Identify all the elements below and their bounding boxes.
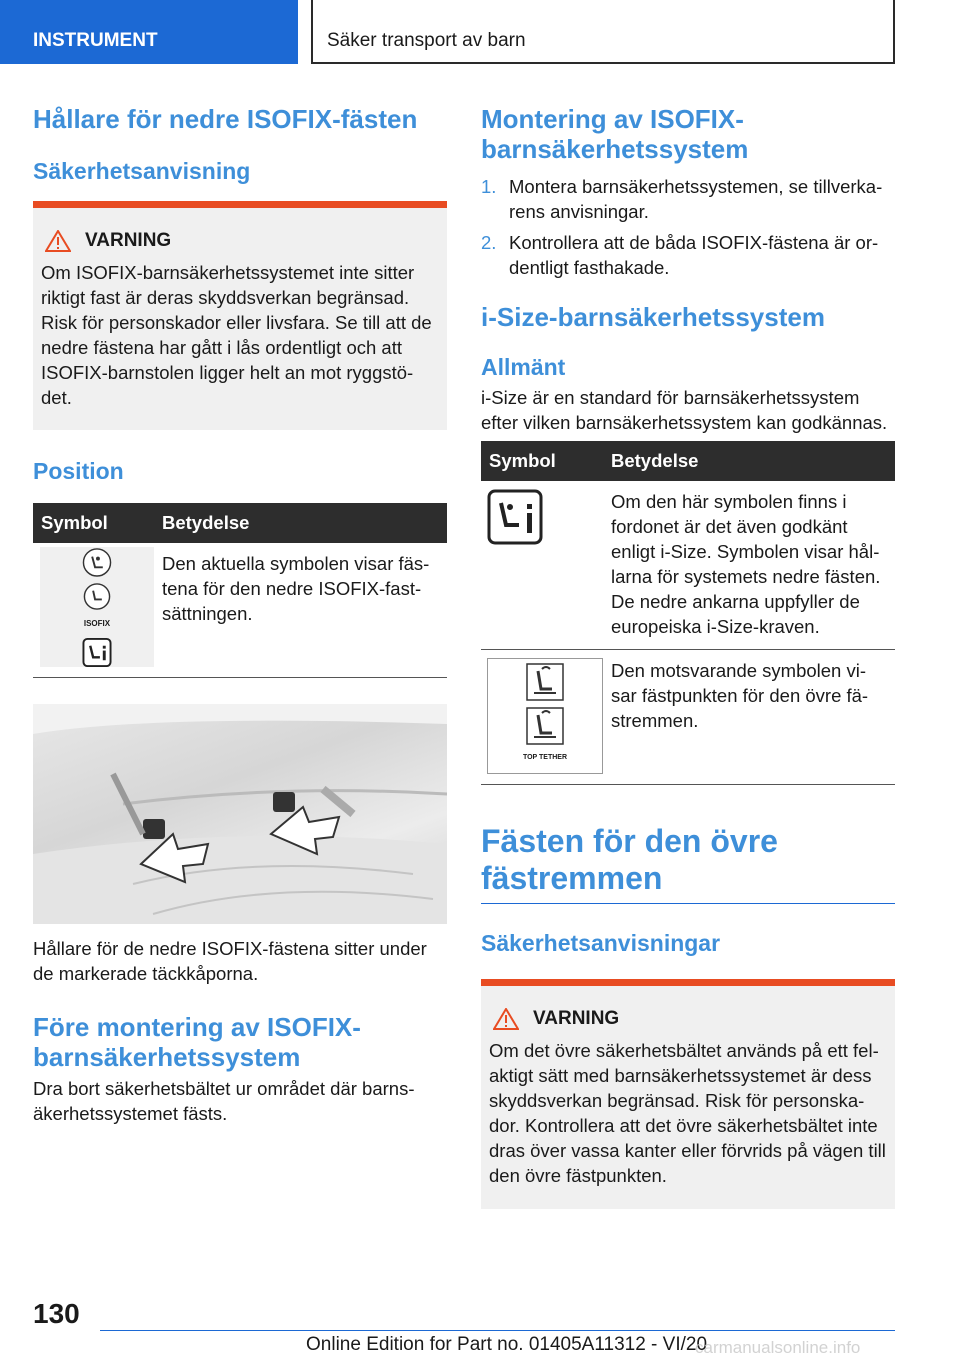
before-mounting-heading: Före montering av ISOFIX-barnsäkerhetssystem [33, 1012, 361, 1072]
page-number: 130 [33, 1298, 80, 1329]
child-seat-circle-icon [81, 547, 113, 578]
mounting-heading: Montering av ISOFIX-barnsäkerhetssystem [481, 104, 749, 164]
table-header-symbol: Symbol [33, 503, 154, 543]
warning-triangle-icon [493, 1008, 519, 1030]
section-tab [0, 0, 298, 64]
list-item [481, 174, 895, 224]
table-header-meaning: Betydelse [603, 441, 895, 481]
position-table [33, 503, 447, 678]
row-description: Den motsvarande symbolen vi-sar fästpunkten för den övre fä-stremmen. [603, 650, 895, 785]
warning-box [33, 201, 447, 430]
section-title: INSTRUMENT [33, 30, 158, 51]
general-text: i-Size är en standard för barnsäkerhetssystem efter vilken barnsäkerhetssystem kan godkännas. [481, 387, 888, 433]
isofix-symbols [40, 547, 154, 667]
left-column [33, 104, 447, 1126]
photo-caption: Hållare för de nedre ISOFIX-fästena sitter under de markerade täckkåporna. [33, 938, 427, 984]
chapter-tab [311, 0, 895, 64]
row-description: Om den här symbolen finns i fordonet är det även godkänt enligt i-Size. Symbolen visar hål-larna för systemets nedre fästen. De nedre ankarna uppfyller de europeiska i-Size-kraven. [603, 481, 895, 650]
isize-seat-icon [487, 489, 543, 545]
footer-edition: Online Edition for Part no. 01405A11312 - VI/20 [306, 1334, 708, 1355]
table-row [481, 481, 895, 650]
safety-heading: Säkerhetsanvisningar [481, 930, 721, 956]
seat-illustration [33, 704, 447, 924]
step-number: 1. [481, 176, 497, 197]
right-column [481, 104, 895, 1209]
warning-label: VARNING [85, 230, 172, 251]
mounting-steps [481, 174, 895, 280]
row-description: Den aktuella symbolen visar fäs-tena för den nedre ISOFIX-fast-sättningen. [154, 543, 447, 678]
warning-label: VARNING [533, 1008, 620, 1029]
isofix-label: ISOFIX [83, 618, 111, 628]
warning-box [481, 979, 895, 1209]
step-text: Kontrollera att de båda ISOFIX-fästena är or-dentligt fasthakade. [509, 232, 879, 278]
warning-text: Om ISOFIX-barnsäkerhetssystemet inte sitter riktigt fast är deras skyddsverkan begränsad. Risk för personskador eller livsfara. Se till att de nedre fästena har gått i lås ordentligt och att ISOFIX-barnstolen ligger helt an mot ryggstö-det. [41, 262, 432, 408]
isize-table [481, 441, 895, 785]
table-row [33, 543, 447, 678]
warning-text: Om det övre säkerhetsbältet används på ett fel-aktigt sätt med barnsäkerhetssystemet är dess skyddsverkan begränsad. Risk för personska-dor. Kontrollera att det övre säkerhetsbältet inte dras över vassa kanter eller förvrids på vägen till den övre fästpunkten. [489, 1040, 886, 1186]
isize-symbol [487, 489, 543, 545]
page-title: Hållare för nedre ISOFIX-fästen [33, 104, 418, 134]
top-tether-label: TOP TETHER [522, 753, 568, 761]
upper-tether-heading: Fästen för den övre fästremmen [481, 823, 778, 896]
step-number: 2. [481, 232, 497, 253]
chapter-title: Säker transport av barn [327, 30, 526, 51]
watermark: carmanualsonline.info [695, 1338, 861, 1357]
top-tether-symbols [487, 658, 603, 774]
step-text: Montera barnsäkerhetssystemen, se tillverka-rens anvisningar. [509, 176, 883, 222]
table-row [481, 650, 895, 785]
position-heading: Position [33, 458, 124, 484]
footer-rule [100, 1330, 895, 1331]
heading-rule [481, 903, 895, 904]
isofix-photo [33, 704, 447, 924]
isize-heading: i-Size-barnsäkerhetssystem [481, 302, 825, 332]
safety-heading: Säkerhetsanvisning [33, 158, 251, 184]
warning-title [41, 230, 439, 252]
tether-seat-icon [526, 707, 564, 745]
before-mounting-text: Dra bort säkerhetsbältet ur området där barns-äkerhetssystemet fästs. [33, 1078, 415, 1124]
list-item [481, 230, 895, 280]
table-header-meaning: Betydelse [154, 503, 447, 543]
tether-seat-icon [526, 663, 564, 701]
warning-title [489, 1008, 887, 1030]
general-heading: Allmänt [481, 354, 566, 380]
table-header-symbol: Symbol [481, 441, 603, 481]
warning-triangle-icon [45, 230, 71, 252]
isofix-circle-icon [82, 582, 112, 611]
isize-seat-icon [82, 638, 112, 667]
